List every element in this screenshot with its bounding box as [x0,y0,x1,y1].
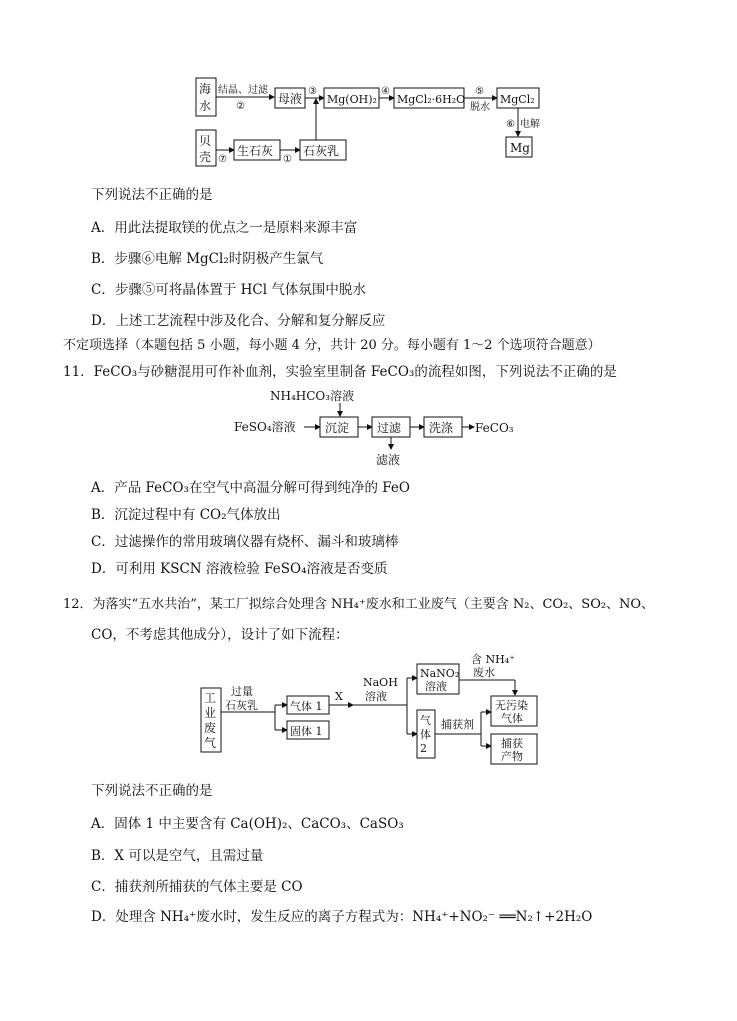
section-header: 不定项选择（本题包括 5 小题，每小题 4 分，共计 20 分。每小题有 1～2 个选项符合题意） [63,338,601,353]
lvye: 滤液 [376,453,401,467]
haishui-1: 海 [199,82,212,96]
gongye-3: 废 [204,721,217,735]
mgcl2: MgCl₂ [500,93,535,106]
q12-stem2: 下列说法不正确的是 [91,783,213,799]
wuwuran-2: 气体 [501,712,523,725]
wuwuran-1: 无污染 [495,699,528,712]
shihuiru: 石灰乳 [303,144,340,158]
buhuo-2: 产物 [501,750,523,763]
mgcl2-6h2o: MgCl₂·6H₂O [397,93,466,106]
x-label: X [335,690,343,703]
qiti2-1: 气 [420,714,431,727]
muye: 母液 [278,92,303,106]
guolv: 过滤 [377,421,402,435]
buhuo-1: 捕获 [501,737,523,750]
qiti1: 气体 1 [290,700,323,713]
beike-1: 贝 [199,134,212,148]
q10-option-d[interactable]: D．上述工艺流程中涉及化合、分解和复分解反应 [91,313,386,329]
step7: ⑦ [218,154,227,165]
tuoshui: 脱水 [470,102,490,113]
gongye-4: 气 [204,736,217,750]
q11-stem: 11．FeCO₃与砂糖混用可作补血剂，实验室里制备 FeCO₃的流程如图，下列说法不正确的是 [63,364,617,380]
dianjie: 电解 [520,119,540,130]
qiti2-3: 2 [420,742,427,755]
gongye-1: 工 [204,691,217,705]
q12-option-a[interactable]: A．固体 1 中主要含有 Ca(OH)₂、CaCO₃、CaSO₃ [91,816,404,832]
q12-stem-line1: 12．为落实“五水共治”，某工厂拟综合处理含 NH₄⁺废水和工业废气（主要含 N₂、CO₂、SO₂、NO、 [63,597,655,612]
q10-stem: 下列说法不正确的是 [91,187,213,203]
shihuiru2: 石灰乳 [225,699,258,712]
q10-option-c[interactable]: C．步骤⑤可将晶体置于 HCl 气体氛围中脱水 [91,282,366,298]
nano2-2: 溶液 [425,680,447,693]
q11-option-a[interactable]: A．产品 FeCO₃在空气中高温分解可得到纯净的 FeO [91,480,410,496]
q12-stem-line2: CO，不考虑其他成分），设计了如下流程： [91,627,349,643]
mgoh2: Mg(OH)₂ [327,93,377,106]
qiti2-2: 体 [420,728,431,741]
nh4hco3: NH₄HCO₃溶液 [270,389,355,403]
buhuoji: 捕获剂 [441,718,474,731]
feco3-diagram [232,386,532,468]
step5: ⑤ [475,86,484,97]
mg: Mg [510,141,530,155]
step2: ② [236,101,245,112]
gongye-2: 业 [204,706,217,720]
step6: ⑥ [506,119,515,130]
step1: ① [283,154,292,165]
guti1: 固体 1 [290,725,323,738]
q12-option-b[interactable]: B．X 可以是空气，且需过量 [91,848,264,864]
q12-option-c[interactable]: C．捕获剂所捕获的气体主要是 CO [91,879,303,895]
shenghuihui: 生石灰 [237,144,274,158]
xidi: 洗涤 [429,421,454,435]
naoh-2: 溶液 [365,690,387,703]
q10-option-a[interactable]: A．用此法提取镁的优点之一是原料来源丰富 [91,220,358,236]
naoh-1: NaOH [363,676,398,689]
q11-option-c[interactable]: C．过滤操作的常用玻璃仪器有烧杯、漏斗和玻璃棒 [91,534,399,550]
feishui: 废水 [473,666,495,679]
guoliang: 过量 [231,685,253,698]
q11-option-d[interactable]: D．可利用 KSCN 溶液检验 FeSO₄溶液是否变质 [91,561,388,577]
nano2-1: NaNO₂ [420,667,460,680]
chendian: 沉淀 [325,421,350,435]
mg-extraction-diagram [190,72,550,167]
haishui-2: 水 [199,99,212,113]
q11-option-b[interactable]: B．沉淀过程中有 CO₂气体放出 [91,507,281,523]
feco3: FeCO₃ [475,421,514,435]
q12-option-d[interactable]: D．处理含 NH₄⁺废水时，发生反应的离子方程式为：NH₄⁺+NO₂⁻ ══N₂↑+2H₂O [91,909,593,925]
waste-gas-diagram [195,650,545,770]
q10-option-b[interactable]: B．步骤⑥电解 MgCl₂时阴极产生氯气 [91,251,324,267]
step4: ④ [381,86,390,97]
feso4: FeSO₄溶液 [234,420,296,434]
beike-2: 壳 [199,150,212,164]
jiejing-label: 结晶、过滤 [218,85,268,96]
step3: ③ [308,86,317,97]
han-nh4: 含 NH₄⁺ [471,653,515,666]
